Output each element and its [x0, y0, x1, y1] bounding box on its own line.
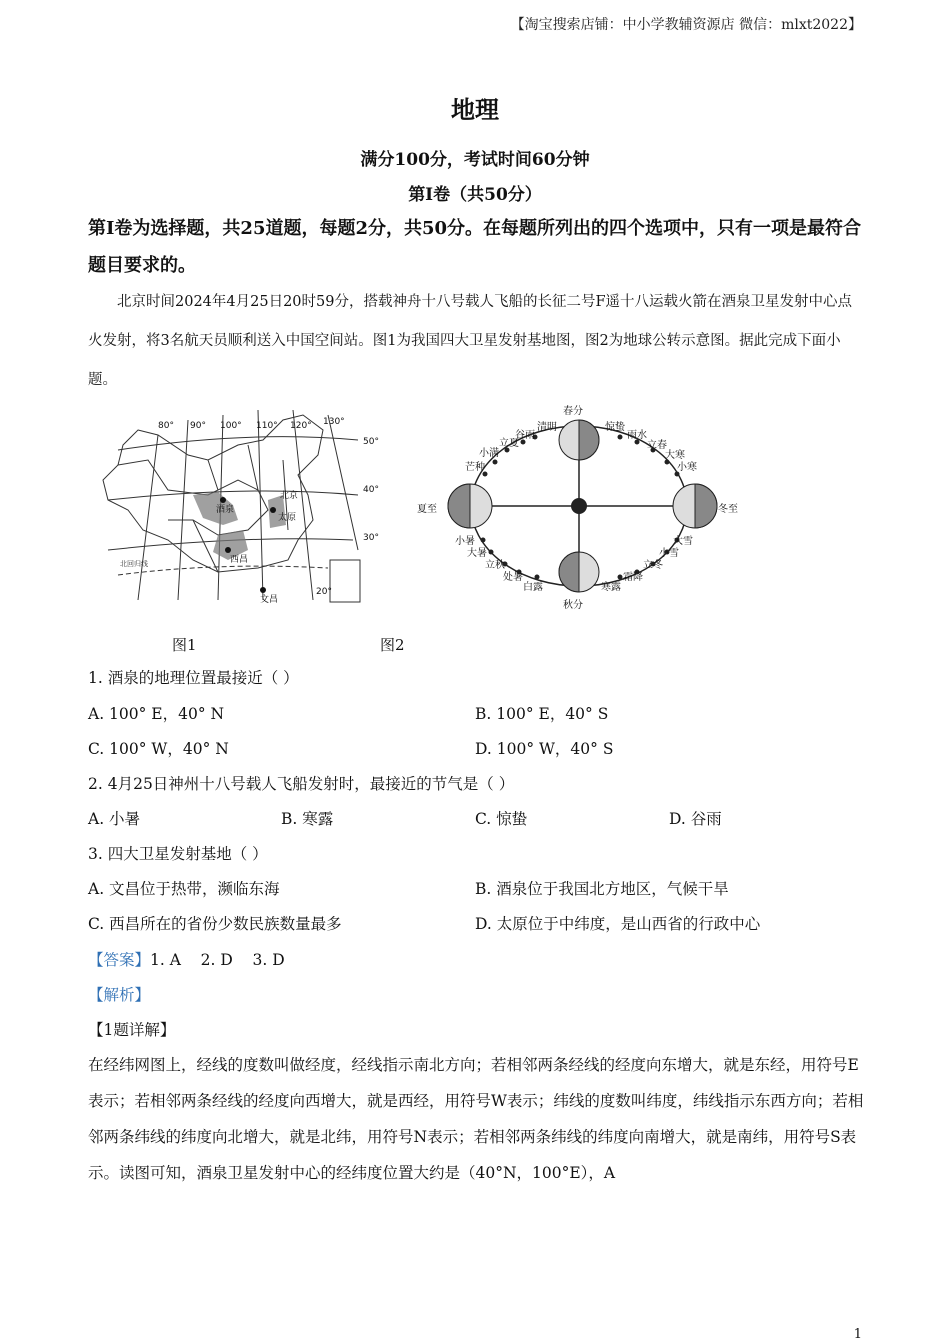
exam-subtitle: 满分100分，考试时间60分钟 [360, 150, 590, 170]
term-label: 大寒 [665, 450, 685, 461]
term-label: 春分 [563, 406, 583, 417]
q2-option-b: B. 寒露 [281, 810, 334, 828]
section-title: 第Ⅰ卷（共50分） [408, 185, 542, 205]
term-label: 冬至 [718, 504, 738, 515]
q3-option-d: D. 太原位于中纬度，是山西省的行政中心 [475, 915, 761, 933]
page-title: 地理 [451, 95, 499, 124]
term-label: 小雪 [659, 548, 679, 559]
lon-tick: 130° [323, 417, 345, 427]
lon-tick: 100° [220, 421, 242, 431]
q1-option-a: A. 100° E，40° N [88, 705, 225, 723]
term-label: 立冬 [643, 560, 663, 571]
explanation: 在经纬网图上，经线的度数叫做经度，经线指示南北方向；若相邻两条经线的经度向东增大，就是东经，用符号E表示；若相邻两条经线的经度向西增大，就是西经，用符号W表示；纬线的度数叫纬度，纬线指示东西方向；若相邻两条纬线的纬度向北增大，就是北纬，用符号N表示；若相邻两条纬线的纬度向南增大，就是南纬，用符号S表示。读图可知，酒泉卫星发射中心的经纬度位置大约是（40°N，100°E），A [88, 1056, 864, 1182]
term-label: 处暑 [503, 572, 523, 583]
term-label: 惊蛰 [605, 422, 625, 433]
page-header: 【淘宝搜索店铺：中小学教辅资源店 微信：mlxt2022】 [510, 17, 862, 33]
q1-option-c: C. 100° W，40° N [88, 740, 229, 758]
term-label: 立春 [647, 440, 667, 451]
figure2-caption: 图2 [380, 636, 405, 654]
place-label: 酒泉 [216, 505, 235, 515]
term-label: 小暑 [455, 536, 475, 547]
lon-tick: 80° [158, 421, 174, 431]
place-label: 太原 [278, 513, 297, 523]
place-label: 西昌 [230, 555, 249, 565]
lon-tick: 110° [256, 421, 278, 431]
term-label: 夏至 [417, 504, 437, 515]
q1-option-d: D. 100° W，40° S [475, 740, 614, 758]
lon-tick: 120° [290, 421, 312, 431]
term-label: 秋分 [563, 600, 583, 610]
place-label: 北京 [280, 491, 299, 501]
term-label: 清明 [537, 422, 557, 433]
lon-tick: 90° [190, 421, 206, 431]
term-label: 立夏 [499, 438, 519, 449]
term-label: 白露 [523, 582, 543, 593]
lat-tick: 20° [316, 587, 332, 597]
lat-tick: 40° [363, 485, 379, 495]
answer-label: 【答案】 [88, 951, 151, 969]
q3-option-a: A. 文昌位于热带，濒临东海 [88, 880, 280, 898]
q2-option-c: C. 惊蛰 [475, 810, 528, 828]
page-number: 1 [853, 1327, 862, 1342]
answer-text: 1. A 2. D 3. D [150, 951, 285, 969]
sun [571, 498, 587, 514]
answer-line [88, 948, 285, 972]
detail-label: 【1题详解】 [88, 1021, 176, 1039]
figure1-caption: 图1 [172, 636, 197, 654]
question-3-stem: 3. 四大卫星发射基地（ ） [88, 845, 268, 863]
term-label: 小满 [479, 448, 499, 459]
instruction: 第Ⅰ卷为选择题，共25道题，每题2分，共50分。在每题所列出的四个选项中，只有一项是最符合题目要求的。 [88, 218, 862, 276]
question-1-stem: 1. 酒泉的地理位置最接近（ ） [88, 669, 299, 687]
term-label: 谷雨 [515, 430, 535, 441]
term-label: 小寒 [677, 462, 697, 473]
term-label: 立秋 [485, 560, 505, 571]
q2-option-d: D. 谷雨 [669, 810, 722, 828]
place-label: 文昌 [260, 595, 279, 605]
figure2-orbit-diagram [415, 400, 755, 610]
lat-tick: 50° [363, 437, 379, 447]
passage: 北京时间2024年4月25日20时59分，搭载神舟十八号载人飞船的长征二号F遥十八运载火箭在酒泉卫星发射中心点火发射，将3名航天员顺利送入中国空间站。图1为我国四大卫星发射基地图，图2为地球公转示意图。据此完成下面小题。 [88, 294, 853, 388]
term-label: 寒露 [601, 582, 621, 593]
q3-option-b: B. 酒泉位于我国北方地区，气候干旱 [475, 880, 729, 898]
question-2-stem: 2. 4月25日神州十八号载人飞船发射时，最接近的节气是（ ） [88, 775, 515, 793]
term-label: 大雪 [673, 536, 693, 547]
analysis-label: 【解析】 [88, 986, 151, 1004]
term-label: 霜降 [623, 572, 643, 583]
q1-option-b: B. 100° E，40° S [475, 705, 609, 723]
tropic-label: 北回归线 [120, 560, 148, 568]
term-label: 雨水 [627, 430, 647, 441]
lat-tick: 30° [363, 533, 379, 543]
q2-option-a: A. 小暑 [88, 810, 141, 828]
figure1-map [98, 400, 388, 610]
q3-option-c: C. 西昌所在的省份少数民族数量最多 [88, 915, 342, 933]
term-label: 大暑 [467, 548, 487, 559]
term-label: 芒种 [465, 462, 485, 473]
